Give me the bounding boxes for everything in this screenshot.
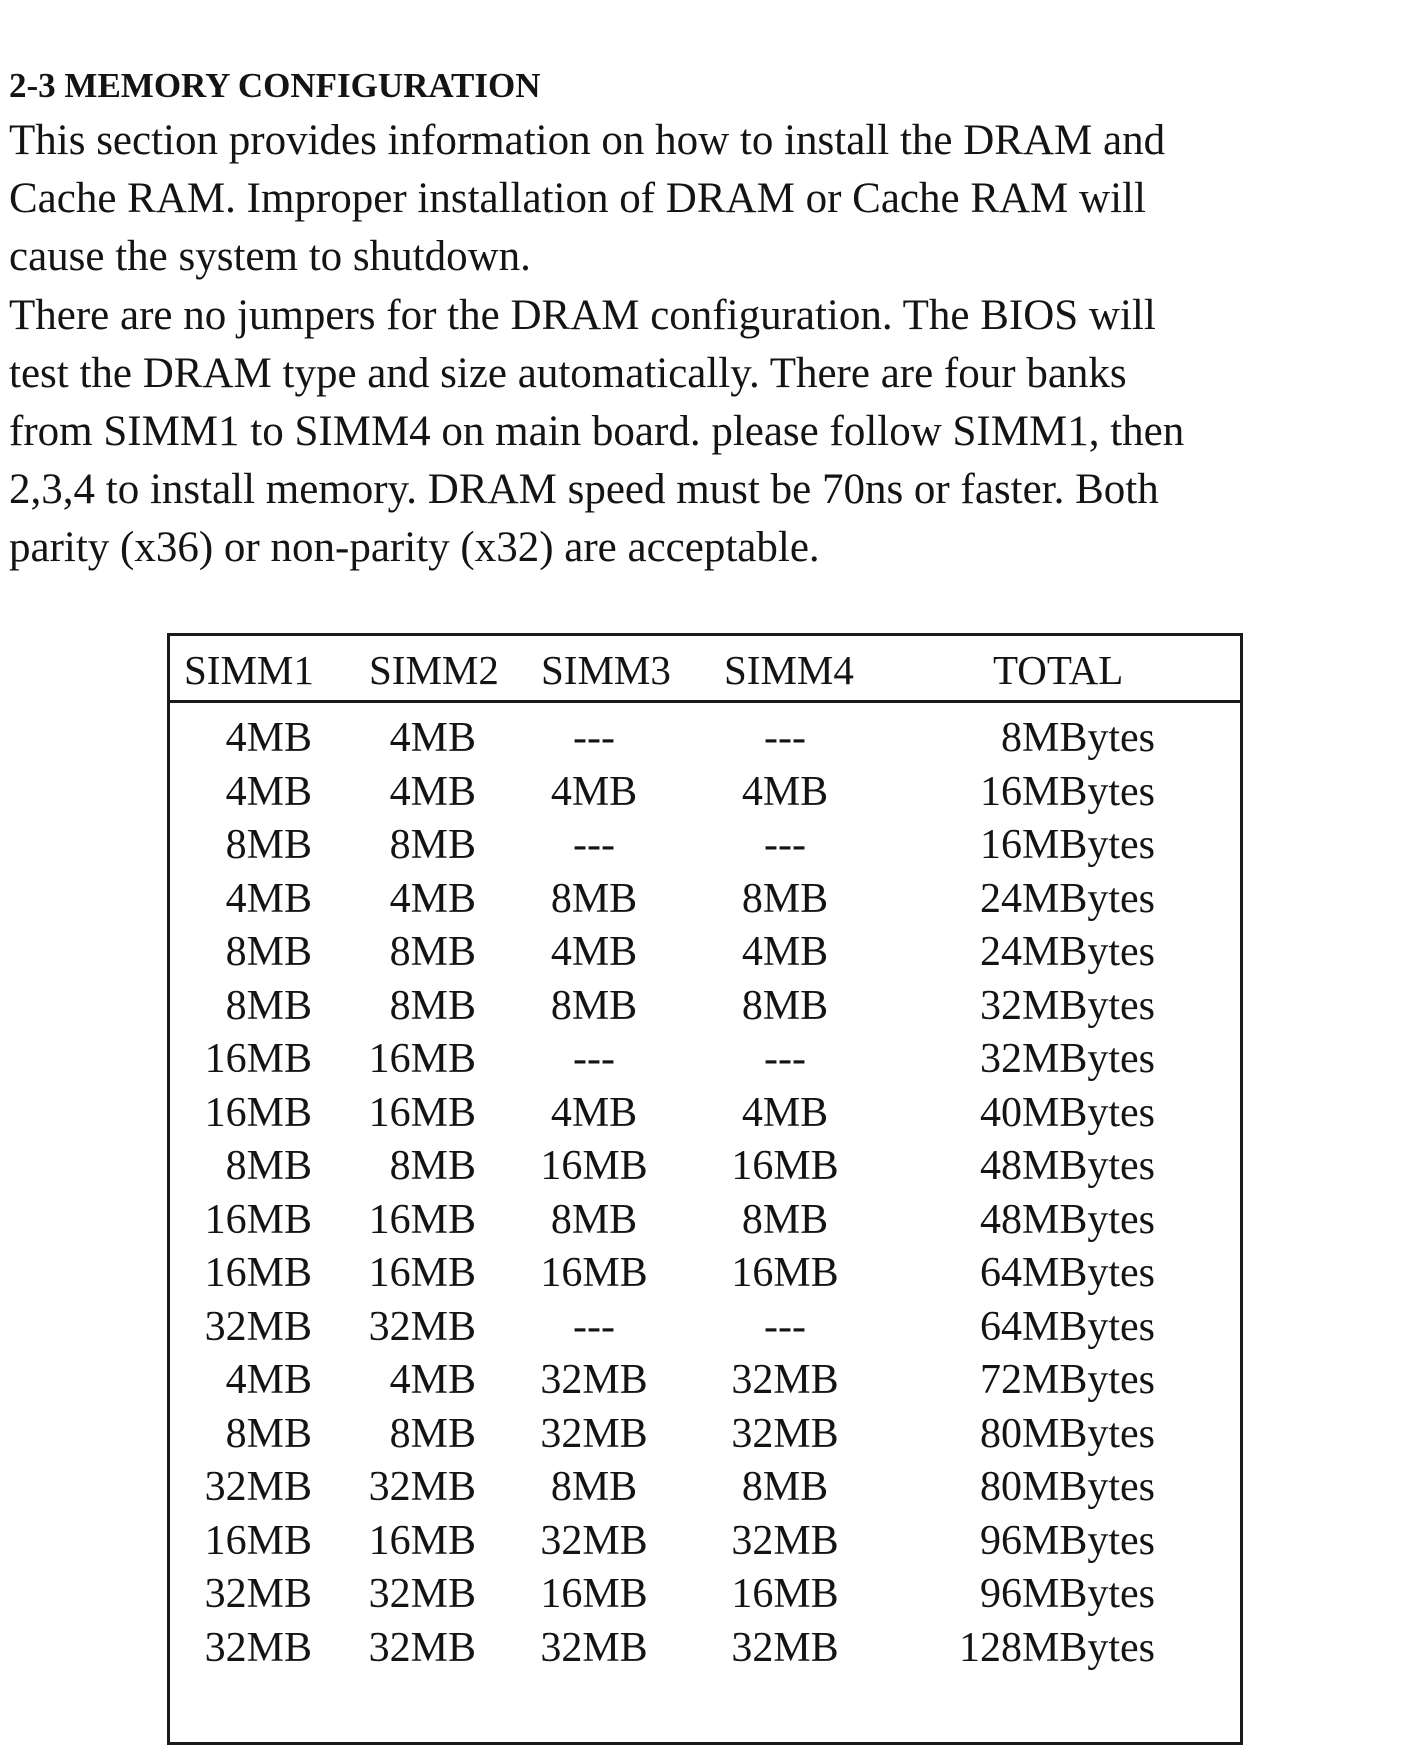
simm3-cell: ---	[573, 822, 615, 868]
simm3-cell: 32MB	[540, 1357, 648, 1403]
simm3-cell: ---	[573, 1036, 615, 1082]
simm4-cell: ---	[764, 1036, 806, 1082]
simm1-cell: 16MB	[204, 1196, 312, 1243]
column-header-simm1: SIMM1	[184, 647, 314, 693]
simm4-cell: 32MB	[731, 1357, 839, 1403]
column-header-total: TOTAL	[993, 647, 1124, 693]
simm2-cell: 8MB	[389, 929, 476, 975]
paragraph-line: 2,3,4 to install memory. DRAM speed must be 70ns or faster. Both	[9, 466, 1159, 513]
dram-paragraph	[9, 287, 1399, 577]
simm3-cell: ---	[573, 1303, 615, 1350]
total-cell: 72MBytes	[979, 1357, 1155, 1403]
simm2-cell: 16MB	[368, 1196, 476, 1243]
simm3-cell: ---	[573, 715, 615, 761]
simm4-cell: 16MB	[731, 1250, 839, 1296]
section-heading: 2-3 MEMORY CONFIGURATION	[9, 66, 541, 105]
paragraph-line: There are no jumpers for the DRAM configuration. The BIOS will	[9, 292, 1156, 339]
simm2-cell: 4MB	[389, 875, 476, 922]
simm1-cell: 16MB	[204, 1089, 312, 1136]
simm4-cell: ---	[764, 715, 806, 761]
paragraph-line: parity (x36) or non-parity (x32) are acceptable.	[9, 524, 820, 571]
total-cell: 32MBytes	[979, 1036, 1155, 1082]
simm4-cell: 8MB	[741, 875, 829, 922]
simm4-cell: 32MB	[731, 1624, 839, 1671]
total-cell: 96MBytes	[979, 1571, 1155, 1617]
simm4-cell: 32MB	[731, 1410, 839, 1457]
simm1-cell: 8MB	[225, 1143, 312, 1189]
simm2-cell: 16MB	[368, 1250, 476, 1296]
total-cell: 64MBytes	[979, 1250, 1155, 1296]
simm1-cell: 4MB	[225, 768, 312, 815]
total-cell: 32MBytes	[979, 982, 1155, 1029]
simm3-cell: 8MB	[550, 1464, 638, 1510]
simm2-cell: 16MB	[368, 1036, 476, 1082]
total-cell: 48MBytes	[979, 1196, 1155, 1243]
simm3-cell: 16MB	[540, 1143, 648, 1189]
simm4-cell: ---	[764, 1303, 806, 1350]
simm3-cell: 16MB	[540, 1571, 648, 1617]
simm4-cell: ---	[764, 822, 806, 868]
simm2-cell: 8MB	[389, 822, 476, 868]
simm4-cell: 8MB	[741, 982, 829, 1029]
simm3-cell: 4MB	[550, 1089, 638, 1136]
total-cell: 16MBytes	[979, 768, 1155, 815]
simm2-cell: 8MB	[389, 1143, 476, 1189]
simm2-cell: 8MB	[389, 1410, 476, 1457]
total-cell: 8MBytes	[1000, 715, 1155, 761]
simm4-cell: 32MB	[731, 1517, 839, 1564]
simm2-cell: 32MB	[368, 1464, 476, 1510]
simm1-cell: 4MB	[225, 875, 312, 922]
simm1-cell: 32MB	[204, 1624, 312, 1671]
simm4-cell: 16MB	[731, 1143, 839, 1189]
simm3-cell: 8MB	[550, 982, 638, 1029]
intro-paragraph	[9, 112, 1399, 286]
memory-configuration-table	[167, 633, 1243, 1745]
simm1-cell: 8MB	[225, 822, 312, 868]
simm3-cell: 4MB	[550, 768, 638, 815]
simm2-cell: 4MB	[389, 768, 476, 815]
column-header-simm2: SIMM2	[369, 647, 499, 693]
simm4-cell: 8MB	[741, 1196, 829, 1243]
column-header-simm4: SIMM4	[724, 647, 854, 693]
total-cell: 16MBytes	[979, 822, 1155, 868]
paragraph-line: from SIMM1 to SIMM4 on main board. please follow SIMM1, then	[9, 408, 1185, 455]
simm3-cell: 16MB	[540, 1250, 648, 1296]
simm1-cell: 16MB	[204, 1517, 312, 1564]
simm1-cell: 8MB	[225, 1410, 312, 1457]
total-cell: 96MBytes	[979, 1517, 1155, 1564]
simm3-cell: 32MB	[540, 1624, 648, 1671]
simm3-cell: 32MB	[540, 1517, 648, 1564]
simm1-cell: 32MB	[204, 1464, 312, 1510]
column-header-simm3: SIMM3	[541, 647, 671, 693]
total-cell: 40MBytes	[979, 1089, 1155, 1136]
simm1-cell: 32MB	[204, 1303, 312, 1350]
simm1-cell: 16MB	[204, 1250, 312, 1296]
simm1-cell: 4MB	[225, 715, 312, 761]
paragraph-line: cause the system to shutdown.	[9, 233, 531, 280]
simm4-cell: 4MB	[741, 1089, 829, 1136]
table-header-row	[170, 636, 1240, 703]
simm1-cell: 8MB	[225, 929, 312, 975]
simm2-cell: 8MB	[389, 982, 476, 1029]
total-cell: 128MBytes	[958, 1624, 1155, 1671]
paragraph-line: This section provides information on how to install the DRAM and	[9, 117, 1166, 164]
simm1-cell: 8MB	[225, 982, 312, 1029]
simm2-cell: 32MB	[368, 1571, 476, 1617]
paragraph-line: Cache RAM. Improper installation of DRAM or Cache RAM will	[9, 175, 1146, 222]
simm1-cell: 16MB	[204, 1036, 312, 1082]
simm4-cell: 4MB	[741, 929, 829, 975]
simm1-cell: 4MB	[225, 1357, 312, 1403]
simm2-cell: 16MB	[368, 1089, 476, 1136]
simm3-cell: 4MB	[550, 929, 638, 975]
simm2-cell: 32MB	[368, 1303, 476, 1350]
paragraph-line: test the DRAM type and size automatically. There are four banks	[9, 350, 1127, 397]
simm4-cell: 8MB	[741, 1464, 829, 1510]
simm4-cell: 16MB	[731, 1571, 839, 1617]
simm1-cell: 32MB	[204, 1571, 312, 1617]
simm2-cell: 4MB	[389, 715, 476, 761]
total-cell: 48MBytes	[979, 1143, 1155, 1189]
simm3-cell: 8MB	[550, 875, 638, 922]
total-cell: 80MBytes	[979, 1410, 1155, 1457]
simm2-cell: 4MB	[389, 1357, 476, 1403]
total-cell: 24MBytes	[979, 929, 1155, 975]
simm4-cell: 4MB	[741, 768, 829, 815]
simm2-cell: 16MB	[368, 1517, 476, 1564]
total-cell: 80MBytes	[979, 1464, 1155, 1510]
simm3-cell: 8MB	[550, 1196, 638, 1243]
simm2-cell: 32MB	[368, 1624, 476, 1671]
total-cell: 64MBytes	[979, 1303, 1155, 1350]
total-cell: 24MBytes	[979, 875, 1155, 922]
simm3-cell: 32MB	[540, 1410, 648, 1457]
